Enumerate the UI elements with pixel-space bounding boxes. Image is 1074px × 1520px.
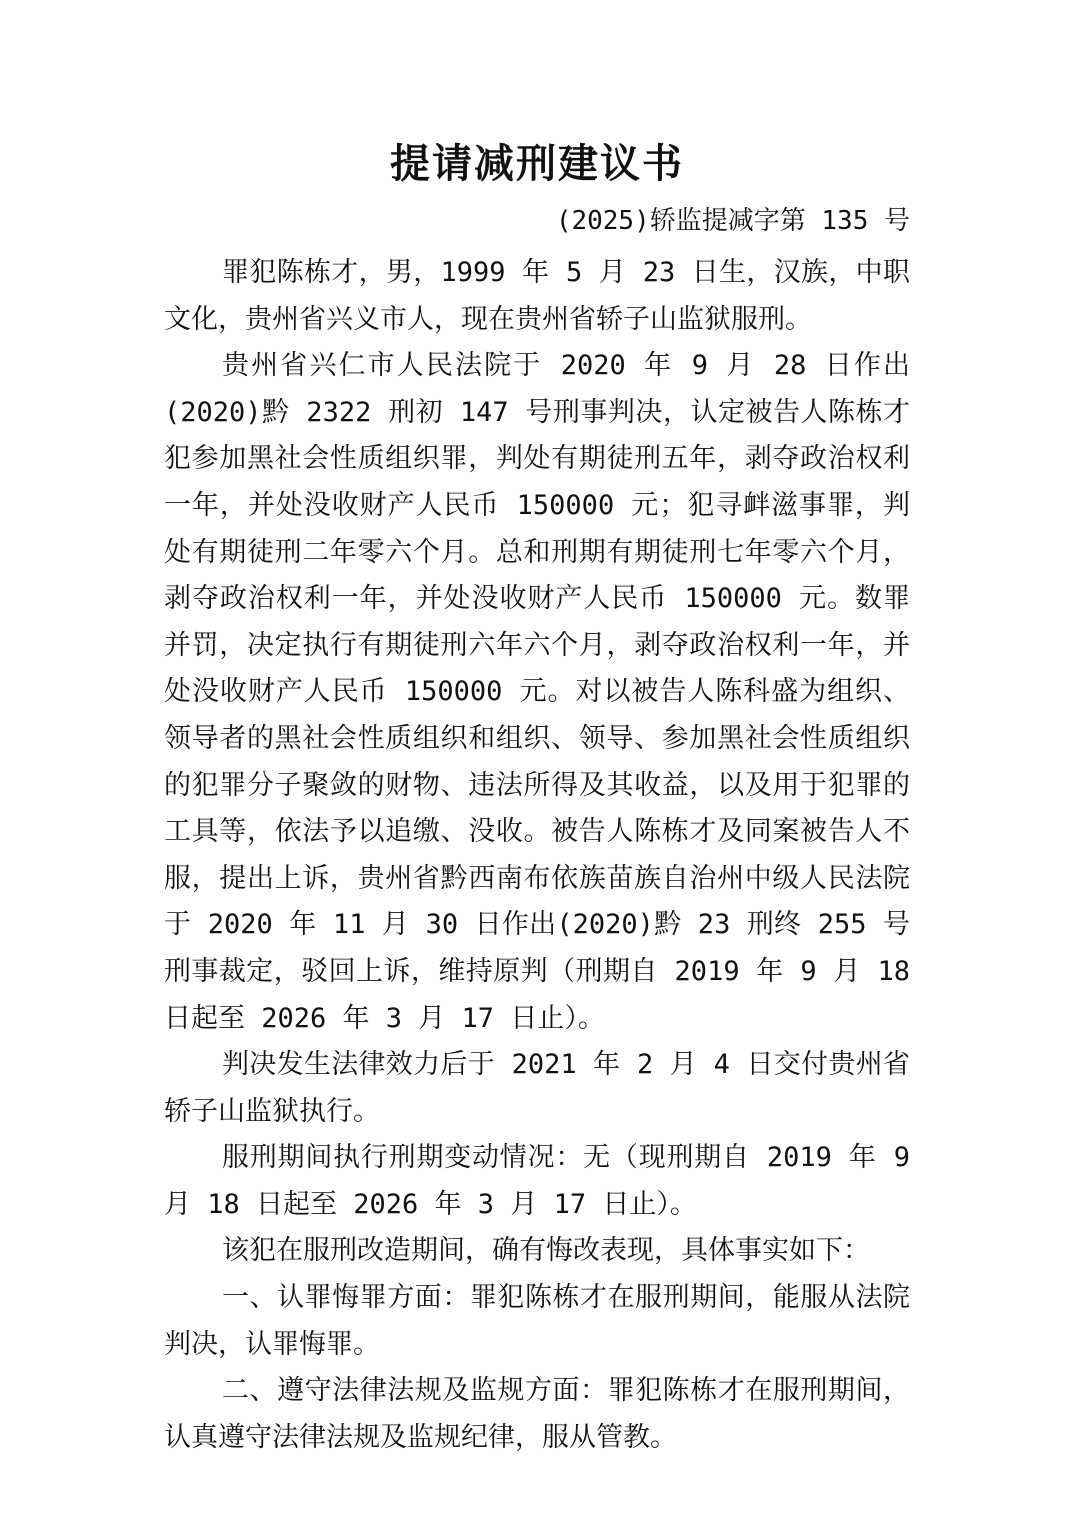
paragraph-repentance-intro: 该犯在服刑改造期间，确有悔改表现，具体事实如下： — [222, 1235, 870, 1267]
document-number: (2025)轿监提减字第 135 号 — [555, 206, 910, 236]
paragraph-criminal-info: 罪犯陈栋才，男，1999 年 5 月 23 日生，汉族，中职文化，贵州省兴义市人，现在贵州省轿子山监狱服刑。 — [164, 257, 910, 335]
paragraph-obey-rules: 二、遵守法律法规及监规方面：罪犯陈栋才在服刑期间，认真遵守法律法规及监规纪律，服从管教。 — [164, 1375, 910, 1453]
document-body — [164, 250, 910, 1461]
paragraph-sentence-change: 服刑期间执行刑期变动情况：无（现刑期自 2019 年 9 月 18 日起至 2026 年 3 月 17 日止）。 — [164, 1142, 910, 1220]
paragraph-judgment: 贵州省兴仁市人民法院于 2020 年 9 月 28 日作出(2020)黔 2322 刑初 147 号刑事判决，认定被告人陈栋才犯参加黑社会性质组织罪，判处有期徒刑五年，剥夺政治权利一年，并处没收财产人民币 150000 元；犯寻衅滋事罪，判处有期徒刑二年零六个月。总和刑期有期徒刑七年零六个月，剥夺政治权利一年，并处没收财产人民币 150000 元。数罪并罚，决定执行有期徒刑六年六个月，剥夺政治权利一年，并处没收财产人民币 150000 元。对以被告人陈科盛为组织、领导者的黑社会性质组织和组织、领导、参加黑社会性质组织的犯罪分子聚敛的财物、违法所得及其收益，以及用于犯罪的工具等，依法予以追缴、没收。被告人陈栋才及同案被告人不服，提出上诉，贵州省黔西南布依族苗族自治州中级人民法院于 2020 年 11 月 30 日作出(2020)黔 23 刑终 255 号刑事裁定，驳回上诉，维持原判（刑期自 2019 年 9 月 18 日起至 2026 年 3 月 17 日止）。 — [164, 350, 910, 1034]
document-title: 提请减刑建议书 — [390, 140, 684, 187]
paragraph-delivery: 判决发生法律效力后于 2021 年 2 月 4 日交付贵州省轿子山监狱执行。 — [164, 1049, 910, 1127]
paragraph-plead-guilty: 一、认罪悔罪方面：罪犯陈栋才在服刑期间，能服从法院判决，认罪悔罪。 — [164, 1282, 910, 1360]
